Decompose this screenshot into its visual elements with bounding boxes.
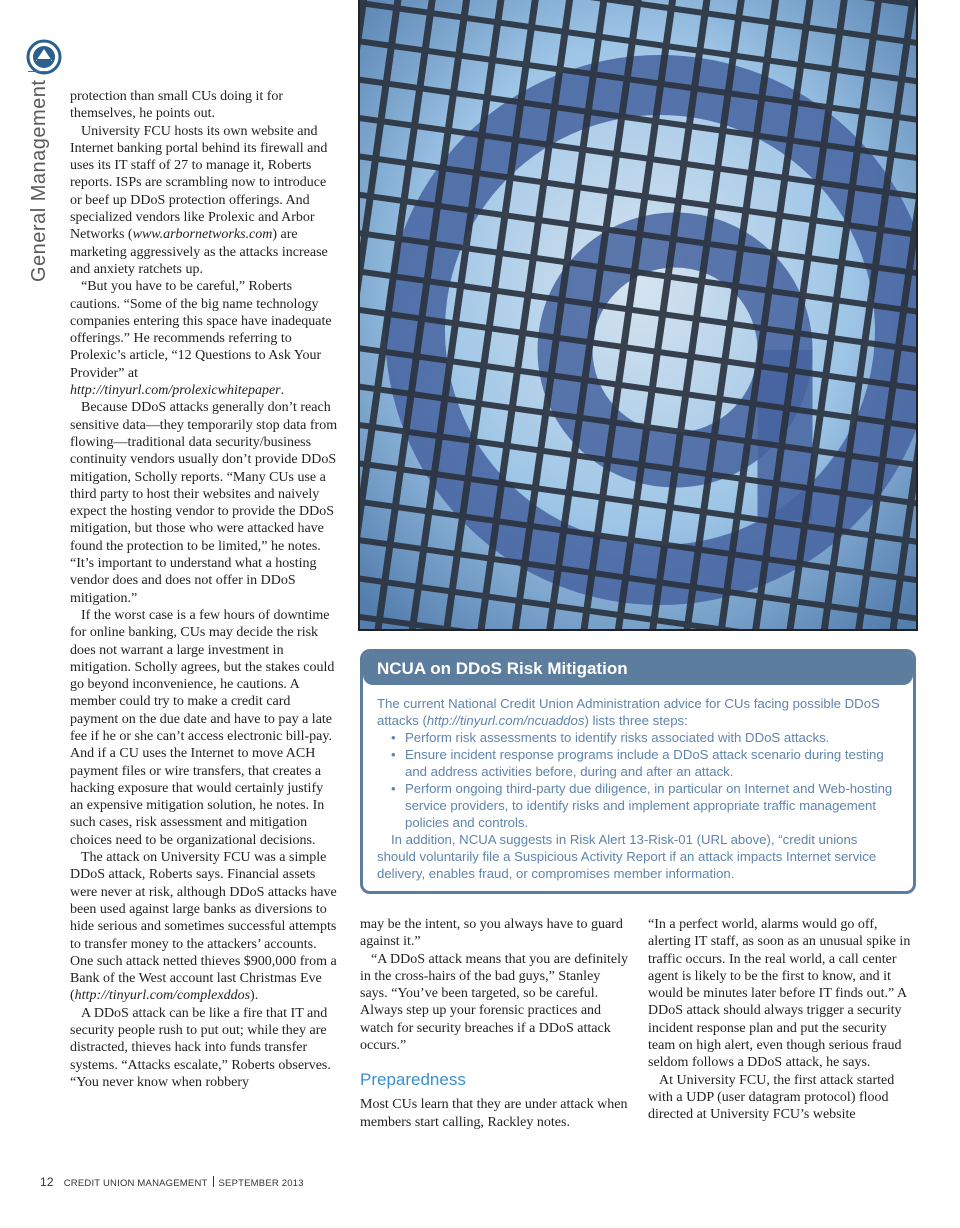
- paragraph: Because DDoS attacks generally don’t reach sensitive data—they temporarily stop data from flowing—traditional data security/business continuity vendors usually don’t provide DDoS mitigation, Scholly reports. “Many CUs use a third party to host their websites and naively expect the hosting vendor to provide the DDoS mitigation, but those who were attacked have found the protection to be limited,” he notes. “It’s important to understand what a hosting vendor does and does not offer in DDoS mitigation.”: [70, 400, 338, 606]
- section-divider: [28, 71, 48, 72]
- publication-name: CREDIT UNION MANAGEMENT: [63, 1178, 208, 1189]
- sidebar-intro: The current National Credit Union Administration advice for CUs facing possible DDoS attacks (http://tinyurl.com/ncuaddos) lists three steps:: [377, 696, 880, 728]
- page-footer: [40, 1175, 304, 1189]
- paragraph: “But you have to be careful,” Roberts cautions. “Some of the big name technology companies entering this space have inadequate offerings.” He recommends referring to Prolexic’s article, “12 Questions to Ask Your Provider” at http://tinyurl.com/prolexicwhitepaper.: [70, 279, 332, 399]
- section-label: [28, 71, 51, 282]
- article-column-1: [70, 88, 338, 1091]
- link-complexddos[interactable]: http://tinyurl.com/complexddos: [74, 988, 251, 1004]
- paragraph: Most CUs learn that they are under attack when members start calling, Rackley notes.: [360, 1097, 628, 1130]
- sidebar-body: [363, 685, 913, 882]
- paragraph: may be the intent, so you always have to guard against it.”: [360, 917, 623, 950]
- link-prolexic[interactable]: http://tinyurl.com/prolexicwhitepaper: [70, 383, 281, 399]
- page-number: 12: [40, 1175, 54, 1189]
- issue-date: SEPTEMBER 2013: [218, 1178, 304, 1189]
- list-item: • Perform risk assessments to identify risks associated with DDoS attacks.: [391, 729, 899, 746]
- paragraph: University FCU hosts its own website and Internet banking portal behind its firewall and uses its IT staff of 27 to manage it, Roberts reports. ISPs are scrambling now to introduce or beef up DDoS protection offerings. And specialized vendors like Prolexic and Arbor Networks (www.arbornetworks.com) are marketing aggressively as the attacks increase and anxiety ratchets up.: [70, 123, 328, 277]
- sidebar-list: [377, 729, 899, 831]
- subheading-preparedness: Preparedness: [360, 1070, 466, 1090]
- paragraph: “A DDoS attack means that you are definitely in the cross-hairs of the bad guys,” Stanley says. “You’ve been targeted, so be careful. Always step up your forensic practices and watch for security breaches if a DDoS attack occurs.”: [360, 951, 628, 1054]
- paragraph: The attack on University FCU was a simple DDoS attack, Roberts says. Financial assets were never at risk, although DDoS attacks have been used against large banks as diversions to hide serious and sometimes successful attempts to transfer money to the attackers’ accounts. One such attack netted thieves $900,000 from a Bank of the West account last Christmas Eve (http://tinyurl.com/complexddos).: [70, 850, 337, 1004]
- at-sign-grid-photo: [360, 0, 918, 631]
- link-arbor[interactable]: www.arbornetworks.com: [132, 227, 273, 243]
- article-column-3: [648, 916, 916, 1124]
- section-label-text: General Management: [28, 79, 50, 282]
- footer-divider: [213, 1176, 214, 1187]
- list-item: • Perform ongoing third-party due diligence, in particular on Internet and Web-hosting service providers, to identify risks and implement appropriate traffic management policies and controls.: [391, 780, 899, 831]
- article-column-2: [360, 916, 628, 1131]
- paragraph: protection than small CUs doing it for themselves, he points out.: [70, 89, 284, 122]
- list-item: • Ensure incident response programs include a DDoS attack scenario during testing and address activities before, during and after an attack.: [391, 746, 899, 780]
- paragraph: “In a perfect world, alarms would go off, alerting IT staff, as soon as an unusual spike in traffic occurs. In the real world, a call center agent is likely to be the first to know, and it would be minutes later before IT finds out.” A DDoS attack should always trigger a security incident response plan and put the security team on high alert, even though serious fraud seldom follows a DDoS attack, he says.: [648, 917, 911, 1071]
- sidebar-box: [360, 649, 916, 894]
- paragraph: If the worst case is a few hours of downtime for online banking, CUs may decide the risk does not warrant a large investment in mitigation. Scholly agrees, but the stakes could go beyond inconvenience, he cautions. A member could try to make a credit card payment on the due date and have to pay a late fee if he or she can’t access electronic bill-pay. And if a CU uses the Internet to move ACH payment files or wire transfers, that creates a hacking exposure that would certainly justify an expensive mitigation solution, he notes. In such cases, risk assessment and mitigation choices need to be organizational decisions.: [70, 607, 335, 848]
- paragraph: A DDoS attack can be like a fire that IT and security people rush to put out; while they are distracted, thieves hack into funds transfer systems. “Attacks escalate,” Roberts observes. “You never know when robbery: [70, 1005, 331, 1090]
- sidebar-closing: In addition, NCUA suggests in Risk Alert 13-Risk-01 (URL above), “credit unions should voluntarily file a Suspicious Activity Report if an attack impacts Internet service delivery, enables fraud, or compromises member information.: [377, 832, 877, 881]
- paragraph: At University FCU, the first attack started with a UDP (user datagram protocol) flood directed at University FCU’s website: [648, 1072, 895, 1123]
- sidebar-title: NCUA on DDoS Risk Mitigation: [363, 652, 913, 685]
- link-ncuaddos[interactable]: http://tinyurl.com/ncuaddos: [426, 713, 585, 728]
